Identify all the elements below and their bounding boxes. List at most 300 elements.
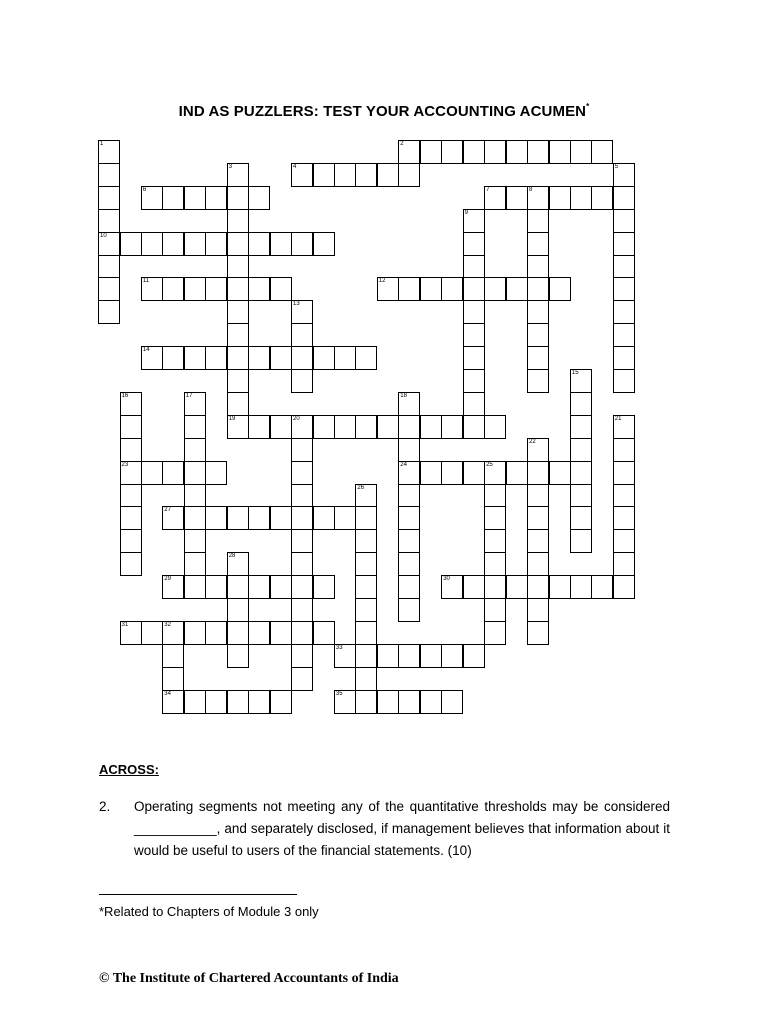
crossword-cell[interactable] — [527, 232, 549, 256]
crossword-cell[interactable] — [334, 415, 356, 439]
crossword-cell[interactable] — [227, 163, 249, 187]
clue-number-label: 15 — [571, 370, 579, 376]
crossword-cell[interactable] — [184, 552, 206, 576]
crossword-cell[interactable] — [463, 461, 485, 485]
clue-number-label: 3 — [228, 163, 233, 170]
crossword-cell[interactable] — [291, 232, 313, 256]
clue-number-label: 20 — [293, 415, 300, 422]
crossword-cell[interactable] — [227, 186, 249, 210]
clue-number-label: 4 — [293, 163, 297, 170]
crossword-cell[interactable] — [613, 163, 635, 187]
clue-number-label: 25 — [486, 461, 493, 468]
crossword-cell[interactable] — [184, 484, 206, 508]
crossword-cell[interactable] — [527, 575, 549, 599]
crossword-cell[interactable] — [248, 186, 270, 210]
crossword-cell[interactable] — [527, 529, 549, 553]
clue-number-label: 10 — [100, 232, 107, 239]
clue-number-label: 32 — [164, 621, 171, 628]
crossword-cell[interactable] — [120, 461, 142, 485]
crossword-cell[interactable] — [184, 529, 206, 553]
copyright-footer: © The Institute of Chartered Accountants of India — [99, 971, 399, 986]
crossword-cell[interactable] — [313, 232, 335, 256]
crossword-cell[interactable] — [570, 461, 592, 485]
crossword-cell[interactable] — [205, 277, 227, 301]
crossword-cell[interactable] — [205, 186, 227, 210]
crossword-cell[interactable] — [98, 300, 120, 324]
crossword-cell[interactable] — [463, 415, 485, 439]
crossword-cell[interactable] — [420, 690, 442, 714]
crossword-cell[interactable] — [248, 506, 270, 530]
crossword-cell[interactable] — [291, 667, 313, 691]
crossword-cell[interactable] — [613, 346, 635, 370]
crossword-cell[interactable] — [120, 529, 142, 553]
crossword-cell[interactable] — [162, 621, 184, 645]
crossword-cell[interactable] — [613, 369, 635, 393]
page-title: IND AS PUZZLERS: TEST YOUR ACCOUNTING ACUMEN* — [178, 102, 590, 120]
crossword-cell[interactable] — [205, 346, 227, 370]
crossword-cell[interactable] — [463, 392, 485, 416]
crossword-cell[interactable] — [613, 277, 635, 301]
clue-number-label: 7 — [486, 186, 490, 193]
crossword-cell[interactable] — [205, 575, 227, 599]
crossword-cell[interactable] — [398, 415, 420, 439]
crossword-cell[interactable] — [270, 506, 292, 530]
crossword-cell[interactable] — [227, 346, 249, 370]
crossword-cell[interactable] — [398, 163, 420, 187]
crossword-cell[interactable] — [441, 461, 463, 485]
crossword-cell[interactable] — [291, 598, 313, 622]
crossword-cell[interactable] — [613, 484, 635, 508]
crossword-cell[interactable] — [527, 346, 549, 370]
crossword-cell[interactable] — [591, 186, 613, 210]
crossword-cell[interactable] — [205, 461, 227, 485]
crossword-cell[interactable] — [527, 484, 549, 508]
crossword-cell[interactable] — [613, 186, 635, 210]
crossword-cell[interactable] — [463, 644, 485, 668]
crossword-cell[interactable] — [98, 140, 120, 164]
crossword-cell[interactable] — [270, 346, 292, 370]
crossword-cell[interactable] — [570, 140, 592, 164]
crossword-cell[interactable] — [441, 644, 463, 668]
crossword-cell[interactable] — [355, 529, 377, 553]
crossword-cell[interactable] — [506, 140, 528, 164]
crossword-cell[interactable] — [527, 277, 549, 301]
crossword-cell[interactable] — [334, 346, 356, 370]
clue-number-label: 6 — [142, 186, 147, 193]
clue-number-label: 17 — [185, 392, 193, 399]
crossword-cell[interactable] — [613, 552, 635, 576]
clue-number-label: 23 — [121, 461, 129, 468]
crossword-cell[interactable] — [527, 369, 549, 393]
crossword-cell[interactable] — [613, 461, 635, 485]
crossword-cell[interactable] — [355, 621, 377, 645]
crossword-cell[interactable] — [120, 438, 142, 462]
across-heading: ACROSS: — [99, 762, 159, 777]
crossword-cell[interactable] — [398, 552, 420, 576]
crossword-cell[interactable] — [270, 277, 292, 301]
crossword-cell[interactable] — [420, 415, 442, 439]
crossword-cell[interactable] — [398, 575, 420, 599]
crossword-cell[interactable] — [184, 346, 206, 370]
crossword-cell[interactable] — [570, 392, 592, 416]
clue-number-label: 22 — [529, 438, 536, 445]
clue-number-label: 21 — [614, 415, 622, 422]
crossword-cell[interactable] — [98, 277, 120, 301]
crossword-cell[interactable] — [527, 255, 549, 279]
clue-number-label: 2 — [400, 141, 404, 147]
crossword-cell[interactable] — [355, 667, 377, 691]
crossword-cell[interactable] — [613, 575, 635, 599]
crossword-cell[interactable] — [227, 415, 249, 439]
footnote-divider — [99, 894, 297, 895]
crossword-cell[interactable] — [184, 690, 206, 714]
crossword-cell[interactable] — [484, 277, 506, 301]
crossword-cell[interactable] — [205, 621, 227, 645]
crossword-cell[interactable] — [291, 506, 313, 530]
crossword-cell[interactable] — [162, 690, 184, 714]
crossword-cell[interactable] — [377, 163, 399, 187]
crossword-cell[interactable] — [291, 644, 313, 668]
crossword-cell[interactable] — [420, 644, 442, 668]
crossword-cell[interactable] — [227, 690, 249, 714]
crossword-cell[interactable] — [398, 529, 420, 553]
crossword-cell[interactable] — [227, 621, 249, 645]
clue-number-label: 35 — [335, 690, 343, 697]
crossword-cell[interactable] — [291, 575, 313, 599]
crossword-cell[interactable] — [377, 690, 399, 714]
crossword-cell[interactable] — [334, 644, 356, 668]
crossword-cell[interactable] — [377, 277, 399, 301]
crossword-cell[interactable] — [355, 598, 377, 622]
crossword-cell[interactable] — [441, 140, 463, 164]
crossword-cell[interactable] — [398, 598, 420, 622]
crossword-cell[interactable] — [591, 575, 613, 599]
clue-number-label: 14 — [142, 347, 150, 354]
crossword-cell[interactable] — [484, 621, 506, 645]
crossword-cell[interactable] — [527, 438, 549, 462]
crossword-cell[interactable] — [613, 529, 635, 553]
crossword-cell[interactable] — [98, 209, 120, 233]
crossword-cell[interactable] — [270, 690, 292, 714]
clue-number-label: 33 — [335, 644, 343, 651]
crossword-cell[interactable] — [227, 506, 249, 530]
crossword-cell[interactable] — [613, 506, 635, 530]
crossword-cell[interactable] — [184, 415, 206, 439]
crossword-cell[interactable] — [570, 529, 592, 553]
crossword-cell[interactable] — [420, 461, 442, 485]
crossword-cell[interactable] — [120, 392, 142, 416]
crossword-cell[interactable] — [162, 644, 184, 668]
crossword-cell[interactable] — [120, 621, 142, 645]
crossword-cell[interactable] — [248, 277, 270, 301]
crossword-cell[interactable] — [162, 461, 184, 485]
crossword-cell[interactable] — [227, 323, 249, 347]
crossword-cell[interactable] — [184, 232, 206, 256]
crossword-cell[interactable] — [463, 323, 485, 347]
crossword-cell[interactable] — [613, 232, 635, 256]
crossword-cell[interactable] — [162, 186, 184, 210]
crossword-cell[interactable] — [484, 552, 506, 576]
crossword-cell[interactable] — [549, 186, 571, 210]
crossword-cell[interactable] — [248, 415, 270, 439]
crossword-cell[interactable] — [463, 232, 485, 256]
crossword-cell[interactable] — [334, 163, 356, 187]
crossword-cell[interactable] — [227, 575, 249, 599]
crossword-cell[interactable] — [613, 255, 635, 279]
crossword-cell[interactable] — [248, 575, 270, 599]
crossword-cell[interactable] — [570, 506, 592, 530]
crossword-cell[interactable] — [398, 644, 420, 668]
crossword-cell[interactable] — [184, 621, 206, 645]
crossword-cell[interactable] — [506, 575, 528, 599]
crossword-cell[interactable] — [613, 209, 635, 233]
crossword-cell[interactable] — [141, 232, 163, 256]
crossword-cell[interactable] — [205, 232, 227, 256]
crossword-cell[interactable] — [355, 575, 377, 599]
crossword-cell[interactable] — [441, 277, 463, 301]
crossword-cell[interactable] — [291, 438, 313, 462]
crossword-cell[interactable] — [313, 163, 335, 187]
crossword-cell[interactable] — [549, 277, 571, 301]
clue-number-label: 11 — [142, 278, 150, 285]
crossword-cell[interactable] — [141, 186, 163, 210]
crossword-cell[interactable] — [441, 690, 463, 714]
crossword-cell[interactable] — [484, 598, 506, 622]
crossword-cell[interactable] — [463, 369, 485, 393]
crossword-cell[interactable] — [527, 323, 549, 347]
crossword-cell[interactable] — [184, 575, 206, 599]
crossword-cell[interactable] — [120, 506, 142, 530]
crossword-cell[interactable] — [463, 346, 485, 370]
crossword-cell[interactable] — [334, 690, 356, 714]
crossword-cell[interactable] — [291, 552, 313, 576]
crossword-cell[interactable] — [98, 232, 120, 256]
crossword-cell[interactable] — [313, 506, 335, 530]
crossword-cell[interactable] — [613, 323, 635, 347]
clue-number-label: 18 — [400, 392, 407, 399]
crossword-cell[interactable] — [227, 598, 249, 622]
crossword-cell[interactable] — [484, 506, 506, 530]
clue-number: 2. — [99, 799, 111, 814]
crossword-cell[interactable] — [398, 506, 420, 530]
crossword-cell[interactable] — [270, 621, 292, 645]
crossword-cell[interactable] — [506, 186, 528, 210]
crossword-cell[interactable] — [291, 461, 313, 485]
crossword-cell[interactable] — [291, 415, 313, 439]
crossword-cell[interactable] — [205, 506, 227, 530]
crossword-cell[interactable] — [527, 300, 549, 324]
crossword-cell[interactable] — [398, 461, 420, 485]
crossword-cell[interactable] — [98, 255, 120, 279]
crossword-cell[interactable] — [162, 277, 184, 301]
crossword-cell[interactable] — [484, 484, 506, 508]
clue-number-label: 9 — [464, 209, 468, 216]
crossword-cell[interactable] — [420, 140, 442, 164]
clue-number-label: 30 — [443, 576, 450, 583]
crossword-cell[interactable] — [420, 277, 442, 301]
crossword-cell[interactable] — [291, 346, 313, 370]
crossword-cell[interactable] — [227, 644, 249, 668]
crossword-cell[interactable] — [355, 346, 377, 370]
crossword-cell[interactable] — [506, 461, 528, 485]
clue-number-label: 34 — [164, 690, 171, 697]
crossword-cell[interactable] — [355, 506, 377, 530]
crossword-cell[interactable] — [355, 163, 377, 187]
clue-number-label: 26 — [357, 484, 365, 491]
clue-number-label: 13 — [293, 301, 300, 308]
crossword-cell[interactable] — [355, 484, 377, 508]
crossword-cell[interactable] — [570, 484, 592, 508]
crossword-cell[interactable] — [291, 300, 313, 324]
crossword-cell[interactable] — [398, 277, 420, 301]
crossword-cell[interactable] — [141, 277, 163, 301]
crossword-cell[interactable] — [613, 438, 635, 462]
crossword-cell[interactable] — [248, 346, 270, 370]
crossword-cell[interactable] — [613, 415, 635, 439]
crossword-cell[interactable] — [227, 277, 249, 301]
crossword-cell[interactable] — [291, 621, 313, 645]
crossword-cell[interactable] — [441, 415, 463, 439]
crossword-cell[interactable] — [248, 621, 270, 645]
crossword-cell[interactable] — [398, 392, 420, 416]
crossword-cell[interactable] — [484, 529, 506, 553]
crossword-cell[interactable] — [463, 300, 485, 324]
crossword-cell[interactable] — [291, 369, 313, 393]
footnote: *Related to Chapters of Module 3 only — [99, 904, 319, 919]
crossword-cell[interactable] — [484, 186, 506, 210]
crossword-cell[interactable] — [570, 186, 592, 210]
crossword-cell[interactable] — [484, 461, 506, 485]
crossword-cell[interactable] — [549, 575, 571, 599]
crossword-cell[interactable] — [463, 209, 485, 233]
crossword-cell[interactable] — [355, 552, 377, 576]
crossword-cell[interactable] — [291, 529, 313, 553]
clue-number-label: 5 — [614, 163, 619, 170]
crossword-cell[interactable] — [162, 667, 184, 691]
crossword-cell[interactable] — [527, 461, 549, 485]
crossword-cell[interactable] — [313, 621, 335, 645]
crossword-cell[interactable] — [227, 369, 249, 393]
crossword-cell[interactable] — [527, 598, 549, 622]
crossword-cell[interactable] — [120, 232, 142, 256]
crossword-cell[interactable] — [184, 506, 206, 530]
crossword-cell[interactable] — [527, 506, 549, 530]
crossword-cell[interactable] — [463, 277, 485, 301]
crossword-cell[interactable] — [184, 392, 206, 416]
crossword-cell[interactable] — [162, 575, 184, 599]
crossword-cell[interactable] — [184, 461, 206, 485]
crossword-cell[interactable] — [184, 186, 206, 210]
crossword-cell[interactable] — [441, 575, 463, 599]
crossword-cell[interactable] — [570, 369, 592, 393]
crossword-cell[interactable] — [355, 690, 377, 714]
crossword-cell[interactable] — [141, 461, 163, 485]
crossword-cell[interactable] — [227, 392, 249, 416]
crossword-cell[interactable] — [377, 644, 399, 668]
clue-number-label: 19 — [228, 415, 236, 422]
clue-number-label: 8 — [529, 186, 533, 193]
crossword-cell[interactable] — [549, 140, 571, 164]
clue-number-label: 24 — [400, 461, 407, 468]
crossword-cell[interactable] — [291, 163, 313, 187]
clue-across-2 — [99, 796, 670, 862]
clue-number-label: 31 — [121, 621, 129, 628]
crossword-cell[interactable] — [162, 506, 184, 530]
crossword-cell[interactable] — [355, 644, 377, 668]
crossword-cell[interactable] — [162, 232, 184, 256]
crossword-cell[interactable] — [527, 140, 549, 164]
crossword-cell[interactable] — [484, 415, 506, 439]
crossword-cell[interactable] — [398, 690, 420, 714]
crossword-cell[interactable] — [291, 484, 313, 508]
crossword-cell[interactable] — [184, 277, 206, 301]
crossword-cell[interactable] — [227, 255, 249, 279]
crossword-cell[interactable] — [355, 415, 377, 439]
crossword-cell[interactable] — [120, 415, 142, 439]
crossword-cell[interactable] — [248, 232, 270, 256]
crossword-cell[interactable] — [527, 209, 549, 233]
clue-number-label: 28 — [228, 553, 236, 560]
crossword-cell[interactable] — [398, 484, 420, 508]
crossword-cell[interactable] — [463, 255, 485, 279]
crossword-cell[interactable] — [141, 346, 163, 370]
clue-number-label: 16 — [121, 392, 129, 399]
crossword-cell[interactable] — [484, 575, 506, 599]
crossword-cell[interactable] — [141, 621, 163, 645]
crossword-cell[interactable] — [527, 552, 549, 576]
crossword-cell[interactable] — [527, 621, 549, 645]
crossword-cell[interactable] — [377, 415, 399, 439]
crossword-cell[interactable] — [613, 300, 635, 324]
crossword-cell[interactable] — [398, 140, 420, 164]
crossword-cell[interactable] — [227, 232, 249, 256]
clue-number-label: 27 — [164, 507, 171, 514]
crossword-cell[interactable] — [184, 438, 206, 462]
clue-number-label: 1 — [100, 141, 104, 147]
crossword-cell[interactable] — [313, 346, 335, 370]
crossword-cell[interactable] — [334, 506, 356, 530]
clue-text: Operating segments not meeting any of the quantitative thresholds may be considered ___________, and separately disclosed, if management believes that information about it would be useful to users of the financial statements. (10) — [134, 799, 670, 858]
crossword-cell[interactable] — [120, 484, 142, 508]
crossword-cell[interactable] — [248, 690, 270, 714]
crossword-cell[interactable] — [227, 209, 249, 233]
crossword-cell[interactable] — [162, 346, 184, 370]
crossword-cell[interactable] — [98, 163, 120, 187]
crossword-cell[interactable] — [270, 575, 292, 599]
crossword-cell[interactable] — [227, 552, 249, 576]
crossword-cell[interactable] — [463, 140, 485, 164]
crossword-cell[interactable] — [270, 415, 292, 439]
crossword-cell[interactable] — [120, 552, 142, 576]
crossword-cell[interactable] — [270, 232, 292, 256]
crossword-cell[interactable] — [549, 461, 571, 485]
crossword-cell[interactable] — [398, 438, 420, 462]
crossword-cell[interactable] — [291, 323, 313, 347]
crossword-cell[interactable] — [570, 415, 592, 439]
crossword-cell[interactable] — [527, 186, 549, 210]
crossword-cell[interactable] — [227, 300, 249, 324]
crossword-cell[interactable] — [570, 575, 592, 599]
crossword-cell[interactable] — [484, 140, 506, 164]
crossword-cell[interactable] — [98, 186, 120, 210]
crossword-cell[interactable] — [463, 575, 485, 599]
crossword-cell[interactable] — [506, 277, 528, 301]
crossword-cell[interactable] — [591, 140, 613, 164]
crossword-cell[interactable] — [205, 690, 227, 714]
crossword-cell[interactable] — [313, 575, 335, 599]
crossword-cell[interactable] — [313, 415, 335, 439]
crossword-cell[interactable] — [570, 438, 592, 462]
